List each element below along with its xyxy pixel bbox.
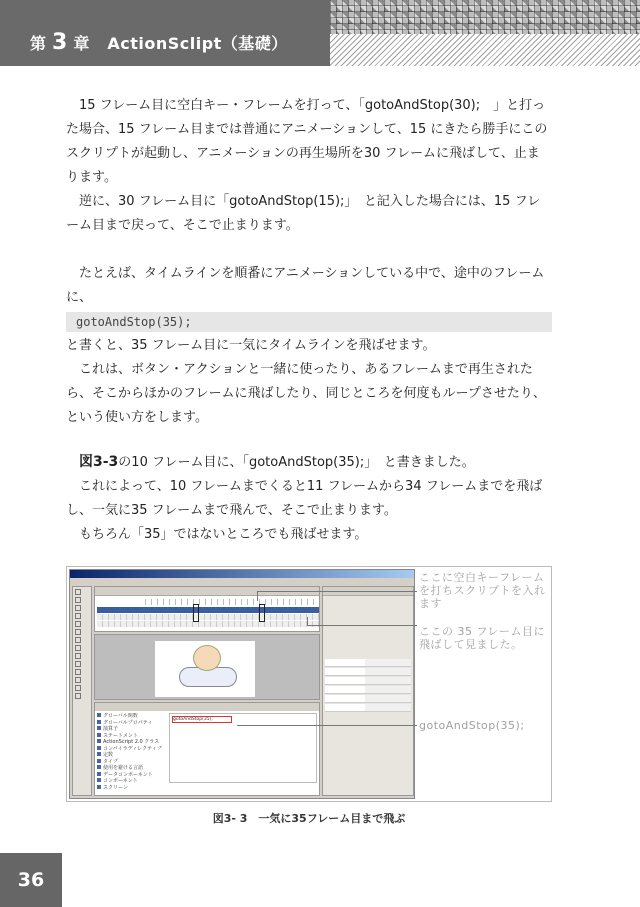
body-text-block-4: [66, 450, 552, 547]
screenshot-library-panel: [322, 586, 414, 796]
chapter-title: [30, 30, 288, 58]
callout-frame-35: ここの 35 フレーム目に飛ばして見ました。: [419, 625, 546, 651]
actions-list-item: タイプ: [97, 759, 167, 766]
screenshot-toolbox: [72, 586, 92, 796]
paragraph: [66, 450, 552, 475]
actions-list-item: グローバルプロパティ: [97, 720, 167, 727]
actions-list-item: データコンポーネント: [97, 772, 167, 779]
frame-10-marker: [193, 604, 199, 622]
paragraph: 15 フレーム目に空白キー・フレームを打って、「gotoAndStop(30); 」と打った場合、15 フレーム目までは普通にアニメーションして、15 にきたら勝手にこのスクリプトが起動し、アニメーションの再生場所を30 フレームに飛ばして、止まります。: [66, 98, 548, 185]
actions-list-item: コンポーネント: [97, 778, 167, 785]
actions-list-item: グローバル関数: [97, 713, 167, 720]
body-text-block-2: [66, 262, 552, 310]
actions-list-item: スクリーン: [97, 785, 167, 792]
figure-caption: 図3- 3 一気に35フレーム目まで飛ぶ: [212, 812, 406, 825]
callout-leader-line: [237, 725, 417, 726]
character-head-illustration: [193, 645, 221, 671]
chapter-number: 3: [52, 30, 68, 55]
callout-leader-line: [307, 625, 417, 626]
code-snippet: gotoAndStop(35);: [66, 312, 552, 332]
actions-script-pane: [169, 713, 317, 783]
paragraph: これは、ボタン・アクションと一緒に使ったり、あるフレームまで再生されたら、そこからほかのフレームに飛ばしたり、同じところを何度もループさせたり、という使い方をします。: [66, 362, 546, 425]
actions-list: [97, 713, 167, 795]
header-bar-slant: [300, 0, 330, 66]
frame-35-marker: [259, 604, 265, 622]
actions-list-item: ActionScript 2.0 クラス: [97, 739, 167, 746]
screenshot-titlebar: [70, 570, 414, 578]
paragraph: と書くと、35 フレーム目に一気にタイムラインを飛ばせます。: [66, 338, 436, 353]
callout-leader-line: [257, 591, 258, 601]
chapter-header: [0, 0, 640, 66]
chapter-suffix: 章: [73, 34, 90, 53]
body-text-block-3: [66, 334, 552, 430]
script-line: gotoAndStop(35);: [172, 716, 232, 723]
chapter-prefix: 第: [30, 34, 47, 53]
figure-reference: 図3-3: [79, 454, 119, 470]
paragraph-text: の10 フレーム目に、「gotoAndStop(35);」 と書きました。: [118, 455, 475, 470]
screenshot-menubar: [70, 578, 414, 585]
header-mosaic-pattern: [300, 0, 640, 34]
stage-canvas: [155, 641, 255, 697]
callout-code: gotoAndStop(35);: [419, 719, 525, 732]
figure-3-3: [66, 566, 552, 802]
actions-list-item: 定数: [97, 752, 167, 759]
actions-list-item: 使用を避ける言語: [97, 765, 167, 772]
body-text-block-1: [66, 94, 552, 238]
page-number: 36: [0, 853, 62, 907]
screenshot-stage: [94, 634, 320, 700]
paragraph: これによって、10 フレームまでくると11 フレームから34 フレームまでを飛ばし、一気に35 フレームまで飛んで、そこで止まります。: [66, 479, 543, 518]
screenshot-actions-panel: [94, 702, 320, 796]
paragraph: たとえば、タイムラインを順番にアニメーションしている中で、途中のフレームに、: [66, 266, 545, 305]
actions-list-item: 演算子: [97, 726, 167, 733]
callout-leader-line: [307, 617, 308, 625]
chapter-name: ActionSclipt（基礎）: [107, 34, 288, 53]
callout-leader-line: [257, 591, 417, 592]
actions-list-item: ステートメント: [97, 733, 167, 740]
paragraph: 逆に、30 フレーム目に「gotoAndStop(15);」 と記入した場合には、15 フレーム目まで戻って、そこで止まります。: [66, 194, 541, 233]
paragraph: もちろん「35」ではないところでも飛ばせます。: [79, 527, 368, 542]
actions-list-item: コンパイラディレクティブ: [97, 746, 167, 753]
callout-keyframe: ここに空白キーフレームを打ちスクリプトを入れます: [419, 571, 546, 610]
header-stripe-pattern: [300, 34, 640, 66]
screenshot-timeline: [94, 586, 320, 632]
flash-screenshot: [69, 569, 415, 799]
